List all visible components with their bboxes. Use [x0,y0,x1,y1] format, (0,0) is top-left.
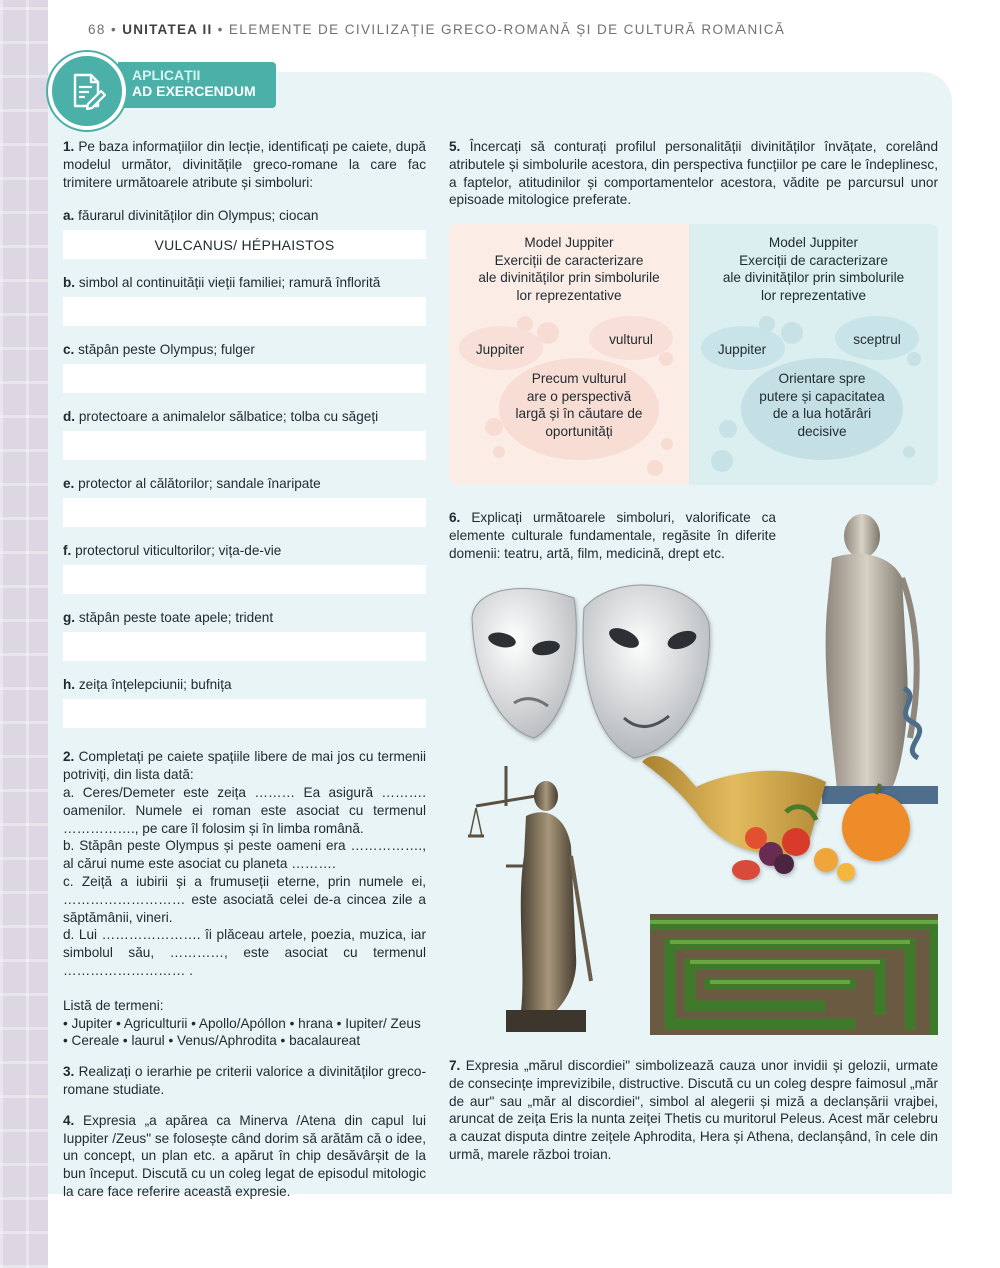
bubble-decor [907,352,921,366]
answer-box[interactable] [63,565,426,594]
hedge-maze-image [650,914,938,1035]
identify-item [63,475,426,527]
bubble-decor [903,446,915,458]
item-label: a. făurarul divinităților din Olympus; ciocan [63,208,319,224]
justice-statue-image [466,766,606,1036]
document-edit-icon [48,52,126,130]
theatre-masks-image [464,568,734,768]
identify-item [63,542,426,594]
question-2-line-c: c. Zeiță a iubirii și a frumuseții eterne, prin numele ei, ……………………… este asociată celei de-a cincea zile a săptămânii, vineri. [63,873,426,925]
model-card-scepter [689,224,938,485]
answer-box[interactable] [63,632,426,661]
question-6: 6. Explicați următoarele simboluri, valorificate ca elemente culturale fundamentale, regăsite în diferite domenii: teatru, artă, film, medicină, drept etc. [449,510,776,561]
question-3: 3. Realizați o ierarhie pe criterii valorice a divinităților greco-romane studiate. [63,1064,426,1097]
question-1-items [63,207,426,728]
identify-item [63,609,426,661]
answer-box[interactable] [63,431,426,460]
bubble-decor [659,352,673,366]
badge-line-1: APLICAȚII [132,67,201,83]
page-number: 68 [88,22,106,37]
identify-item [63,676,426,728]
symbol-label: sceptrul [853,332,901,347]
question-2: 2. Completați pe caiete spațiile libere de mai jos cu termenii potriviți, din lista dată: [63,749,426,783]
right-column [449,138,938,209]
unit-label: UNITATEA II [122,22,213,37]
god-label: Juppiter [717,342,767,357]
meaning-text: Precum vulturul are o perspectivă largă și în căutare de oportunități [515,371,643,439]
bubble-decor [493,446,505,458]
answer-box[interactable] [63,297,426,326]
answer-box[interactable] [63,699,426,728]
question-2-line-a: a. Ceres/Demeter este zeița ……… Ea asigură ………. oamenilor. Numele ei roman este asociat cu termenul ……………., pe care îl folosim și în limba română. [63,784,426,836]
question-4: 4. Expresia „a apărea ca Minerva /Atena din capul lui Iuppiter /Zeus" se folosește când dorim să arătăm că o idee, un concept, un plan etc. a apărut în chip desăvârșit de la bun început. Discută cu un coleg legat de episodul mitologic la care face referire această expresie. [63,1112,427,1199]
unit-title: ELEMENTE DE CIVILIZAȚIE GRECO-ROMANĂ ȘI DE CULTURĂ ROMANICĂ [228,22,786,37]
item-label: f. protectorul viticultorilor; vița-de-vie [63,543,282,559]
question-1: 1. Pe baza informațiilor din lecție, identificați pe caiete, după modelul următor, divinitățile greco-romane la care fac trimitere următoarele atribute și simboluri: [63,139,426,190]
identify-item [63,274,426,326]
god-label: Juppiter [475,342,525,357]
item-label: d. protectoare a animalelor sălbatice; tolba cu săgeți [63,409,379,425]
model-card-eagle [449,224,689,485]
page-header: 68 • UNITATEA II • ELEMENTE DE CIVILIZAȚIE GRECO-ROMANĂ ȘI DE CULTURĂ ROMANICĂ [88,22,786,37]
terms-list-title: Listă de termeni: [63,997,164,1013]
badge-line-2: AD EXERCENDUM [132,83,256,99]
left-column [63,138,426,1201]
bubble-decor [661,438,673,450]
cornucopia-image [636,742,916,892]
item-label: g. stăpân peste toate apele; trident [63,610,274,626]
answer-box[interactable]: VULCANUS/ HÉPHAISTOS [63,230,426,259]
model-title: Model Juppiter Exerciții de caracterizare ale divinităților prin simbolurile lor reprezentative [722,235,905,303]
section-badge [118,62,276,108]
item-label: b. simbol al continuității vieții familiei; ramură înflorită [63,275,381,291]
question-7: 7. Expresia „mărul discordiei" simbolizează cauza unor invidii și gelozii, urmate de consecințe imprevizibile, distructive. Discută cu un coleg despre faimosul „măr de aur" sau „măr al discordiei", simbol al alegerii și miză a declanșării vrajbei, aruncat de zeița Eris la nunta zeiței Thetis cu muritorul Peleus. Acest măr celebru a cauzat disputa dintre zeițele Aphrodita, Hera și Athena, declanșând, în cele din urmă, marele război troian. [449,1058,939,1162]
identify-item [63,207,426,259]
bubble-decor [719,420,737,438]
model-diagrams [449,224,938,485]
bubble-decor [781,322,803,344]
decorative-side-strip [0,0,48,1268]
bubble-decor [711,450,733,472]
terms-list: • Jupiter • Agriculturii • Apollo/Apóllon • hrana • Iupiter/ Zeus • Cereale • laurul • Venus/Aphrodita • bacalaureat [63,1015,421,1049]
identify-item [63,408,426,460]
bubble-decor [647,460,663,476]
symbol-label: vulturul [609,332,653,347]
item-label: h. zeița înțelepciunii; bufnița [63,677,232,693]
answer-box[interactable] [63,498,426,527]
question-2-line-b: b. Stăpân peste Olympus și peste oameni era ……………., al cărui nume este asociat cu planeta ………. [63,838,426,872]
item-label: c. stăpân peste Olympus; fulger [63,342,255,358]
answer-box[interactable] [63,364,426,393]
item-label: e. protector al călătorilor; sandale înaripate [63,476,321,492]
model-title: Model Juppiter Exerciții de caracterizare ale divinităților prin simbolurile lor reprezentative [478,235,660,303]
question-2-line-d: d. Lui …………………. îi plăceau artele, poezia, muzica, iar simbolul său, …………, este asociat cu termenul ……………………… . [63,927,426,978]
question-5: 5. Încercați să conturați profilul personalității divinităților învățate, corelând atributele și simbolurile acestora, din perspectiva funcțiilor pe care le îndeplinesc, a faptelor, atitudinilor și comportamentelor acestora, vădite pe parcursul unor episoade mitologice preferate. [449,139,938,208]
identify-item [63,341,426,393]
meaning-text: Orientare spre putere și capacitatea de a lua hotărâri decisive [759,371,885,439]
